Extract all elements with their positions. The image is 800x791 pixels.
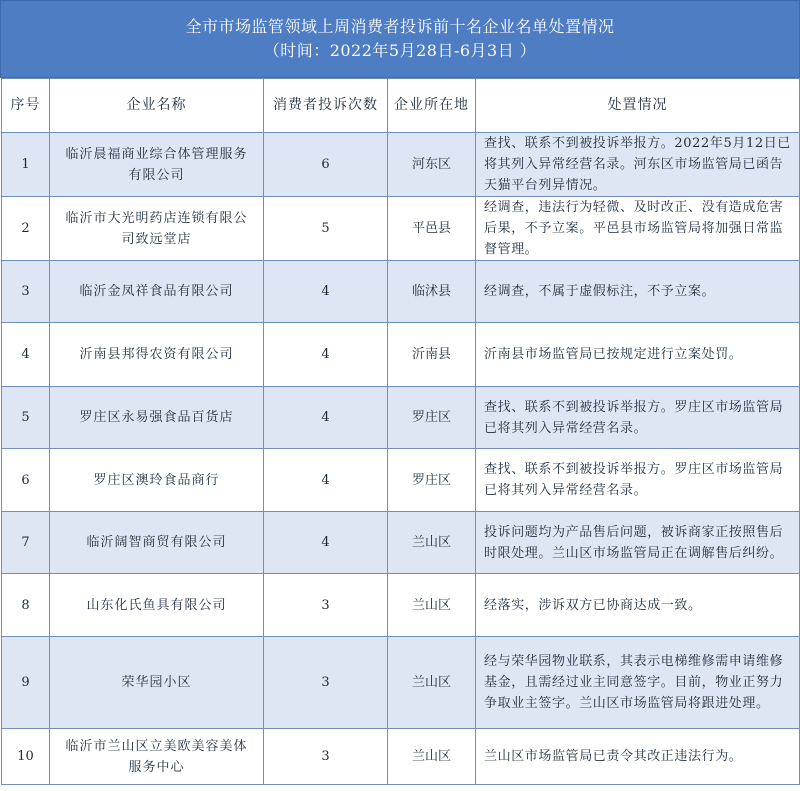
cell-handling: 沂南县市场监管局已按规定进行立案处罚。 — [476, 323, 800, 387]
cell-company: 罗庄区澳玲食品商行 — [50, 449, 264, 512]
cell-company: 临沂金凤祥食品有限公司 — [50, 261, 264, 323]
cell-no: 3 — [2, 261, 50, 323]
complaints-table — [1, 78, 800, 785]
table-row — [2, 637, 800, 729]
table-row — [2, 261, 800, 323]
cell-count: 3 — [264, 637, 388, 729]
header-row — [2, 79, 800, 133]
cell-count: 4 — [264, 261, 388, 323]
cell-company: 山东化氏鱼具有限公司 — [50, 574, 264, 637]
cell-no: 9 — [2, 637, 50, 729]
cell-no: 10 — [2, 729, 50, 785]
table-row — [2, 323, 800, 387]
cell-no: 4 — [2, 323, 50, 387]
header-no: 序号 — [2, 79, 50, 133]
cell-count: 3 — [264, 729, 388, 785]
cell-count: 6 — [264, 133, 388, 197]
cell-location: 河东区 — [388, 133, 476, 197]
table-row — [2, 729, 800, 785]
cell-handling: 兰山区市场监管局已责令其改正违法行为。 — [476, 729, 800, 785]
cell-no: 7 — [2, 512, 50, 574]
table-row — [2, 387, 800, 449]
cell-no: 1 — [2, 133, 50, 197]
header-location: 企业所在地 — [388, 79, 476, 133]
cell-count: 4 — [264, 512, 388, 574]
header-handling: 处置情况 — [476, 79, 800, 133]
cell-company: 临沂晨福商业综合体管理服务有限公司 — [50, 133, 264, 197]
cell-handling: 查找、联系不到被投诉举报方。2022年5月12日已将其列入异常经营名录。河东区市场监管局已函告天猫平台列异情况。 — [476, 133, 800, 197]
cell-count: 5 — [264, 197, 388, 261]
cell-count: 4 — [264, 387, 388, 449]
cell-location: 平邑县 — [388, 197, 476, 261]
cell-company: 临沂市大光明药店连锁有限公司致远堂店 — [50, 197, 264, 261]
cell-location: 罗庄区 — [388, 449, 476, 512]
cell-company: 罗庄区永易强食品百货店 — [50, 387, 264, 449]
cell-location: 临沭县 — [388, 261, 476, 323]
cell-location: 兰山区 — [388, 729, 476, 785]
cell-no: 8 — [2, 574, 50, 637]
table-row — [2, 197, 800, 261]
cell-company: 临沂阔智商贸有限公司 — [50, 512, 264, 574]
cell-handling: 经调查，违法行为轻微、及时改正、没有造成危害后果，不予立案。平邑县市场监管局将加强日常监督管理。 — [476, 197, 800, 261]
cell-no: 2 — [2, 197, 50, 261]
cell-location: 兰山区 — [388, 637, 476, 729]
cell-location: 兰山区 — [388, 574, 476, 637]
cell-count: 3 — [264, 574, 388, 637]
cell-no: 5 — [2, 387, 50, 449]
cell-company: 沂南县邦得农资有限公司 — [50, 323, 264, 387]
table-row — [2, 449, 800, 512]
cell-handling: 经调查，不属于虚假标注，不予立案。 — [476, 261, 800, 323]
cell-handling: 查找、联系不到被投诉举报方。罗庄区市场监管局已将其列入异常经营名录。 — [476, 449, 800, 512]
cell-company: 荣华园小区 — [50, 637, 264, 729]
cell-handling: 查找、联系不到被投诉举报方。罗庄区市场监管局已将其列入异常经营名录。 — [476, 387, 800, 449]
cell-handling: 经与荣华园物业联系，其表示电梯维修需申请维修基金，且需经过业主同意签字。目前，物业正努力争取业主签字。兰山区市场监管局将跟进处理。 — [476, 637, 800, 729]
table-title: 全市市场监管领域上周消费者投诉前十名企业名单处置情况 — [185, 17, 615, 36]
cell-location: 罗庄区 — [388, 387, 476, 449]
table-row — [2, 574, 800, 637]
header-count: 消费者投诉次数 — [264, 79, 388, 133]
cell-location: 沂南县 — [388, 323, 476, 387]
cell-no: 6 — [2, 449, 50, 512]
cell-handling: 投诉问题均为产品售后问题，被诉商家正按照售后时限处理。兰山区市场监管局正在调解售后纠纷。 — [476, 512, 800, 574]
header-company: 企业名称 — [50, 79, 264, 133]
table-row — [2, 512, 800, 574]
table-title-bar — [0, 0, 800, 78]
table-subtitle: （时间：2022年5月28日-6月3日 ） — [263, 41, 537, 60]
cell-location: 兰山区 — [388, 512, 476, 574]
cell-count: 4 — [264, 323, 388, 387]
cell-count: 4 — [264, 449, 388, 512]
table-row — [2, 133, 800, 197]
cell-company: 临沂市兰山区立美欧美容美体服务中心 — [50, 729, 264, 785]
cell-handling: 经落实，涉诉双方已协商达成一致。 — [476, 574, 800, 637]
